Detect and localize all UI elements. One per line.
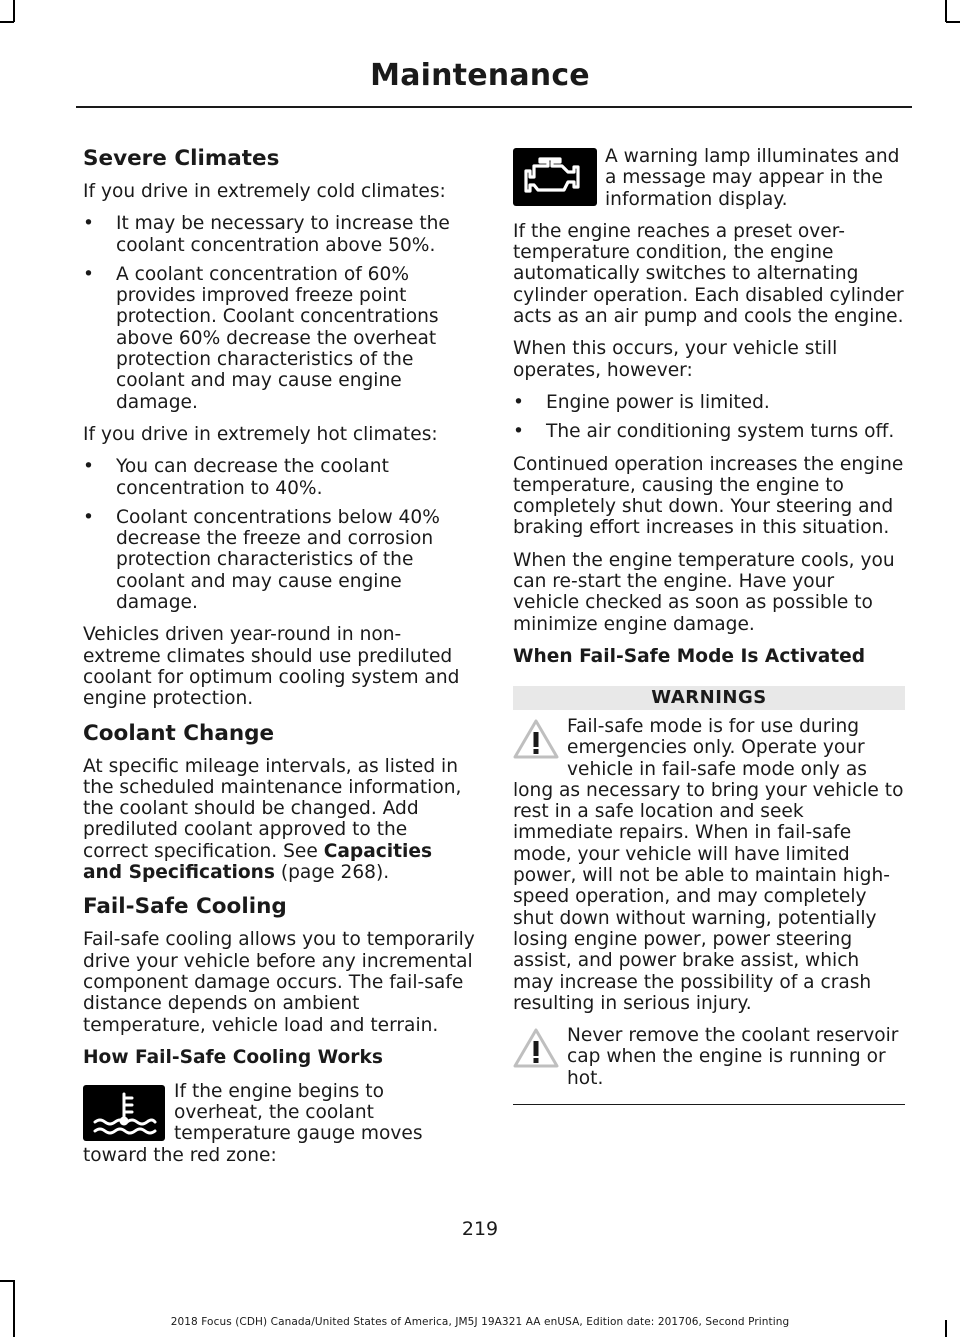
coolant-change-heading: Coolant Change [83, 720, 275, 746]
warning-block [513, 716, 905, 1014]
bullet: • [513, 421, 524, 443]
warning-text: Fail-safe mode is for use during emergencies only. Operate your vehicle in fail-safe mode only as long as necessary to bring your vehicle to rest in a safe location and seek immediate repairs. When in fail-safe mode, your vehicle will have limited power, will not be able to maintain high-speed operation, and may completely shut down without warning, potentially losing engine power, power steering assist, and power brake assist, which may increase the possibility of a crash resulting in serious injury. [513, 715, 904, 1014]
list-item-text: The air conditioning system turns off. [546, 421, 895, 443]
continued-text: Continued operation increases the engine temperature, causing the engine to completely shut down. Your steering and braking effort increases in this situation. [513, 453, 904, 539]
footer-edition: 2018 Focus (CDH) Canada/United States of America, JM5J 19A321 AA enUSA, Edition date: 201706, Second Printing [170, 1316, 790, 1328]
page-number: 219 [461, 1218, 499, 1240]
header-rule [76, 106, 912, 108]
list-item-text: It may be necessary to increase the coolant concentration above 50%. [116, 213, 450, 256]
lamp-text: A warning lamp illuminates and a message may appear in the information display. [605, 146, 900, 210]
coolant-temperature-icon [83, 1085, 165, 1141]
occurs-text: When this occurs, your vehicle still operates, however: [513, 338, 838, 381]
crop-mark [13, 1280, 15, 1337]
hot-intro: If you drive in extremely hot climates: [83, 423, 438, 445]
how-failsafe-heading: How Fail-Safe Cooling Works [83, 1046, 383, 1068]
left-column [83, 146, 475, 1177]
bullet: • [83, 506, 94, 528]
list-item [513, 421, 905, 442]
coolant-change-body: At specific mileage intervals, as listed in the scheduled maintenance information, the coolant should be changed. Add prediluted coolant approved to the correct specification. See [83, 755, 462, 862]
failsafe-text: Fail-safe cooling allows you to temporarily drive your vehicle before any incremental component damage occurs. The fail-safe distance depends on ambient temperature, vehicle load and terrain. [83, 929, 475, 1036]
hot-list [83, 456, 475, 613]
engine-warning-icon [513, 148, 597, 206]
bullet: • [83, 263, 94, 285]
crop-mark [0, 21, 14, 23]
warnings-end-rule [513, 1104, 905, 1105]
cools-text: When the engine temperature cools, you can re-start the engine. Have your vehicle checked as soon as possible to minimize engine damage. [513, 549, 895, 635]
crop-mark [945, 0, 947, 22]
yearround-text: Vehicles driven year-round in non-extreme climates should use prediluted coolant for optimum cooling system and engine protection. [83, 624, 460, 710]
list-item [83, 264, 475, 413]
warning-triangle-icon [513, 1027, 559, 1069]
overtemp-text: If the engine reaches a preset over-temperature condition, the engine automatically switches to alternating cylinder operation. Each disabled cylinder acts as an air pump and cools the engine. [513, 220, 904, 328]
severe-climates-heading: Severe Climates [83, 146, 280, 171]
list-item-text: Coolant concentrations below 40% decrease the freeze and corrosion protection characteristics of the coolant and may cause engine damage. [116, 506, 440, 614]
list-item-text: You can decrease the coolant concentration to 40%. [116, 456, 389, 499]
list-item [513, 392, 905, 413]
bullet: • [513, 391, 524, 413]
list-item-text: Engine power is limited. [546, 391, 770, 413]
list-item [83, 456, 475, 499]
right-column [513, 146, 905, 1105]
crop-mark [0, 1280, 14, 1282]
bullet: • [83, 213, 94, 235]
coolant-change-text [83, 756, 475, 884]
coolant-change-page: (page 268). [274, 862, 390, 884]
warning-text: Never remove the coolant reservoir cap when the engine is running or hot. [567, 1025, 899, 1089]
warning-triangle-icon [513, 718, 559, 760]
crop-mark [13, 0, 15, 22]
gauge-block [83, 1081, 475, 1177]
warning-block [513, 1025, 905, 1100]
gauge-text: If the engine begins to overheat, the coolant temperature gauge moves toward the red zone: [83, 1080, 423, 1166]
list-item-text: A coolant concentration of 60% provides improved freeze point protection. Coolant concentrations above 60% decrease the overheat protection characteristics of the coolant and may cause engine damage. [116, 263, 439, 413]
list-item [83, 507, 475, 613]
activated-heading: When Fail-Safe Mode Is Activated [513, 645, 866, 667]
cold-list [83, 213, 475, 413]
crop-mark [946, 21, 960, 23]
page-title: Maintenance [370, 58, 590, 93]
list-item [83, 213, 475, 256]
warnings-bar: WARNINGS [513, 686, 905, 710]
bullet: • [83, 456, 94, 478]
capacities-link[interactable]: Capacities and Specifications [83, 840, 433, 884]
occurs-list [513, 392, 905, 443]
lamp-block [513, 146, 905, 221]
cold-intro: If you drive in extremely cold climates: [83, 181, 446, 202]
failsafe-cooling-heading: Fail-Safe Cooling [83, 894, 287, 920]
